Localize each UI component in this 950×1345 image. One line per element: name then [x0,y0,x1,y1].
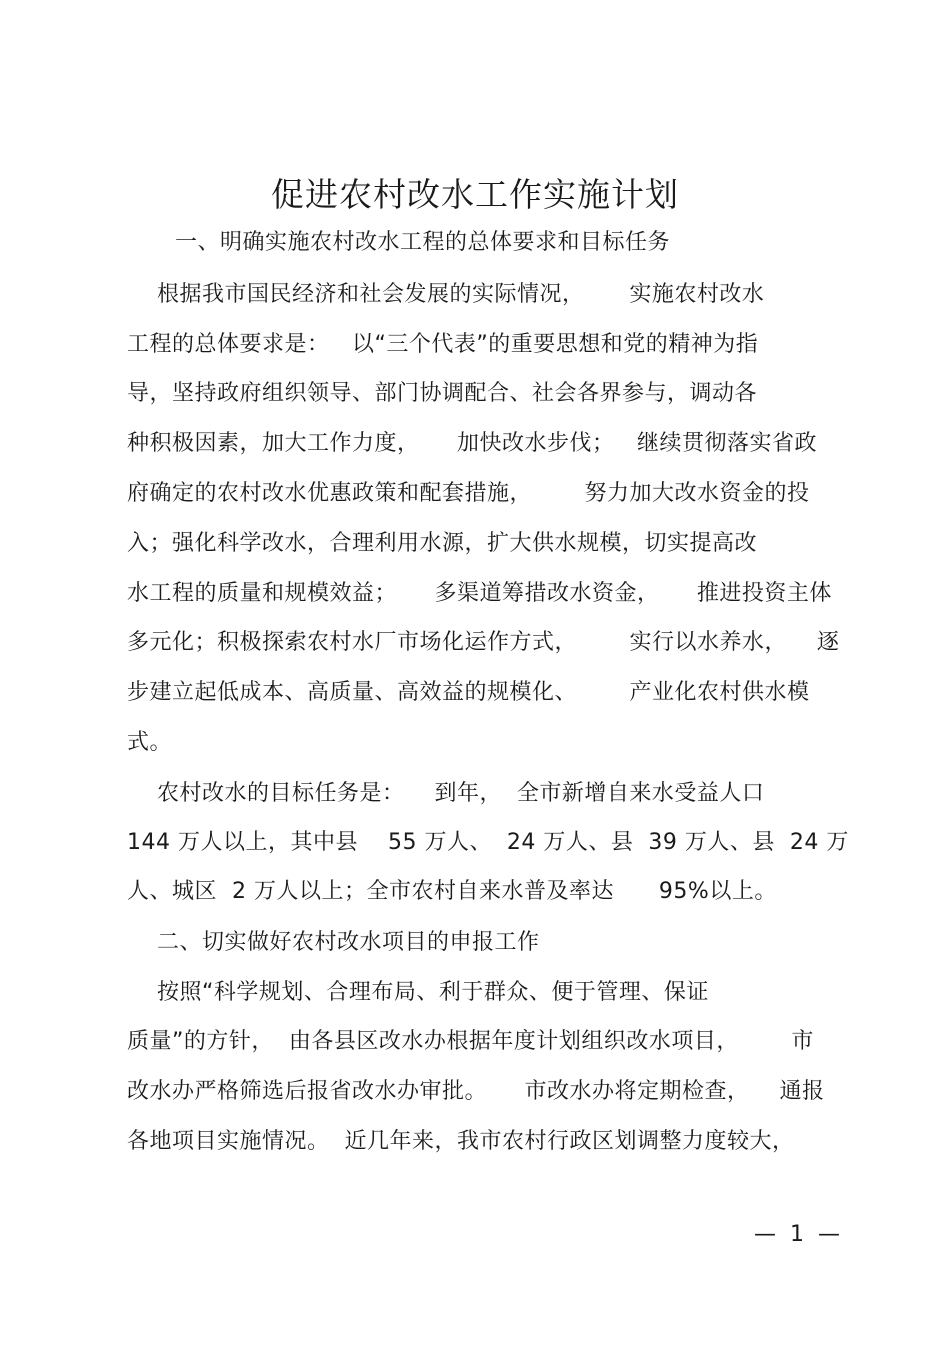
paragraph-line: 按照“科学规划、合理布局、利于群众、便于管理、保证 [127,980,709,1005]
paragraph-line: 144 万人以上，其中县 55 万人、 24 万人、县 39 万人、县 24 万 [127,830,849,855]
paragraph-line: 质量”的方针， 由各县区改水办根据年度计划组织改水项目， 市 [127,1029,814,1054]
paragraph-line: 步建立起低成本、高质量、高效益的规模化、 产业化农村供水模 [127,680,810,705]
paragraph-line: 多元化；积极探索农村水厂市场化运作方式， 实行以水养水， 逐 [127,630,840,655]
page-number: — 1 — [754,1222,840,1247]
paragraph-line: 改水办严格筛选后报省改水办审批。 市改水办将定期检查， 通报 [127,1079,825,1104]
section-heading-2: 二、切实做好农村改水项目的申报工作 [127,930,540,955]
paragraph-line: 入；强化科学改水，合理利用水源，扩大供水规模，切实提高改 [127,531,758,556]
paragraph-line: 式。 [127,730,173,755]
paragraph-line: 水工程的质量和规模效益； 多渠道筹措改水资金， 推进投资主体 [127,581,832,606]
section-heading-1: 一、明确实施农村改水工程的总体要求和目标任务 [175,230,671,255]
document-title: 促进农村改水工作实施计划 [271,175,679,214]
paragraph-line: 各地项目实施情况。 近几年来，我市农村行政区划调整力度较大， [127,1129,795,1154]
paragraph-line: 导，坚持政府组织领导、部门协调配合、社会各界参与，调动各 [127,381,758,406]
paragraph-line: 人、城区 2 万人以上；全市农村自来水普及率达 95%以上。 [127,879,777,904]
paragraph-line: 种积极因素，加大工作力度， 加快改水步伐； 继续贯彻落实省政 [127,431,817,456]
paragraph-line: 农村改水的目标任务是： 到年， 全市新增自来水受益人口 [127,781,765,806]
paragraph-line: 府确定的农村改水优惠政策和配套措施， 努力加大改水资金的投 [127,481,810,506]
paragraph-line: 工程的总体要求是： 以“三个代表”的重要思想和党的精神为指 [127,332,759,357]
paragraph-line: 根据我市国民经济和社会发展的实际情况， 实施农村改水 [127,282,765,307]
